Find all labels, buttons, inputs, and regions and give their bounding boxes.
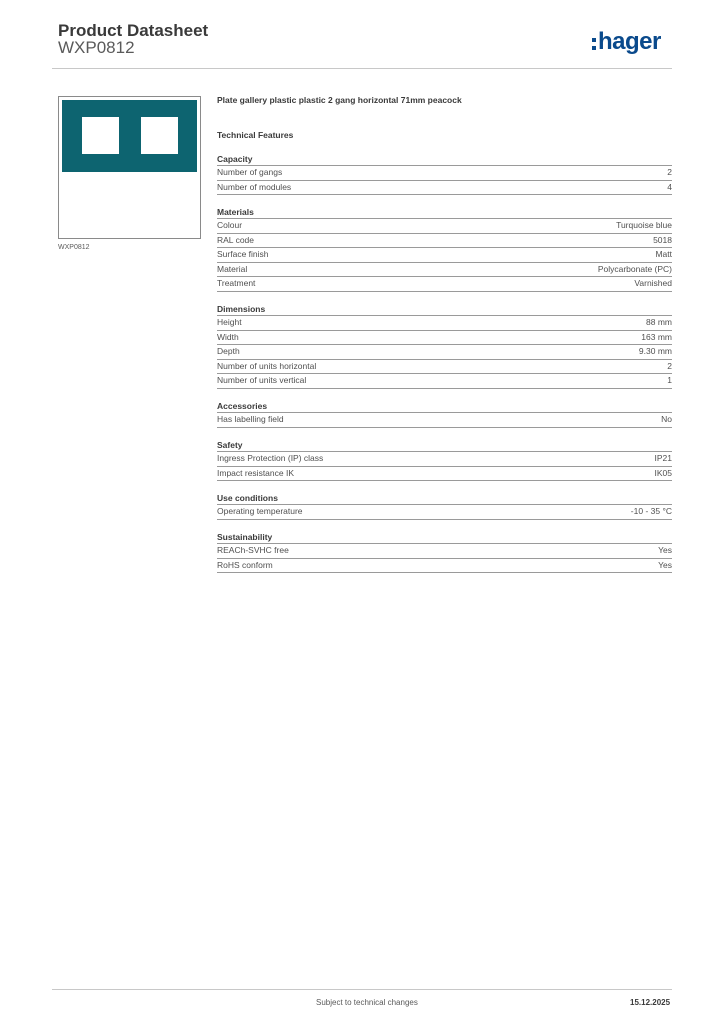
spec-row [217,316,672,331]
spec-row [217,263,672,278]
spec-row [217,277,672,292]
spec-value: Varnished [634,278,672,288]
section-sustainability [217,531,672,573]
section-heading: Safety [217,439,672,452]
section-accessories [217,400,672,428]
section-use-conditions [217,492,672,520]
spec-label: Colour [217,220,243,230]
spec-row [217,234,672,249]
product-image [58,96,201,239]
section-heading: Use conditions [217,492,672,505]
logo-dots-icon [592,38,596,50]
spec-row [217,467,672,482]
spec-row [217,166,672,181]
spec-label: Width [217,331,239,342]
spec-label: Number of units vertical [217,375,307,385]
section-dimensions [217,303,672,389]
spec-value: 2 [667,360,672,371]
section-heading: Accessories [217,400,672,413]
main-content [217,95,672,570]
spec-value: 9.30 mm [638,346,672,356]
spec-value: Matt [655,249,672,259]
spec-value: 2 [667,167,672,177]
spec-value: Turquoise blue [616,220,672,230]
spec-value: 163 mm [641,331,672,342]
header-divider [52,68,672,69]
technical-features-title: Technical Features [217,130,294,140]
plate-opening [141,117,178,154]
spec-value: Polycarbonate (PC) [597,263,672,274]
spec-label: Number of gangs [217,167,283,177]
spec-row [217,505,672,520]
section-heading: Capacity [217,153,672,166]
logo-text: hager [598,28,661,55]
spec-label: REACh-SVHC free [217,545,289,555]
spec-label: Number of modules [217,181,292,192]
spec-label: Material [217,263,248,274]
footer-divider [52,989,672,990]
spec-value: IK05 [654,467,672,478]
page-title: Product Datasheet [58,21,209,40]
spec-label: Number of units horizontal [217,360,317,371]
spec-row [217,345,672,360]
spec-label: RAL code [217,234,255,245]
section-heading: Dimensions [217,303,672,316]
spec-row [217,374,672,389]
section-safety [217,439,672,481]
spec-value: Yes [658,545,672,555]
spec-value: Yes [658,559,672,570]
spec-row [217,413,672,428]
spec-label: Operating temperature [217,506,303,516]
hager-logo [592,27,661,57]
product-description: Plate gallery plastic plastic 2 gang horizontal 71mm peacock [217,95,462,105]
spec-row [217,219,672,234]
section-heading: Materials [217,206,672,219]
spec-label: Impact resistance IK [217,467,295,478]
spec-row [217,452,672,467]
image-caption: WXP0812 [58,244,90,251]
plate-image [62,100,197,172]
section-capacity [217,153,672,195]
spec-row [217,559,672,574]
spec-row [217,544,672,559]
spec-label: Has labelling field [217,414,284,424]
plate-opening [82,117,119,154]
spec-value: 1 [667,375,672,385]
spec-value: No [661,414,672,424]
spec-value: 4 [667,181,672,192]
section-heading: Sustainability [217,531,672,544]
spec-row [217,331,672,346]
spec-row [217,248,672,263]
spec-value: IP21 [654,453,672,463]
spec-value: -10 - 35 °C [630,506,672,516]
footer-note: Subject to technical changes [316,998,418,1007]
spec-row [217,360,672,375]
spec-value: 5018 [653,234,672,245]
spec-label: Ingress Protection (IP) class [217,453,324,463]
footer-date: 15.12.2025 [630,998,671,1007]
spec-label: Height [217,317,242,327]
section-materials [217,206,672,292]
spec-label: Surface finish [217,249,269,259]
spec-label: Treatment [217,278,256,288]
spec-label: RoHS conform [217,559,273,570]
spec-label: Depth [217,346,240,356]
spec-row [217,181,672,196]
product-code: WXP0812 [58,38,135,57]
spec-value: 88 mm [646,317,672,327]
